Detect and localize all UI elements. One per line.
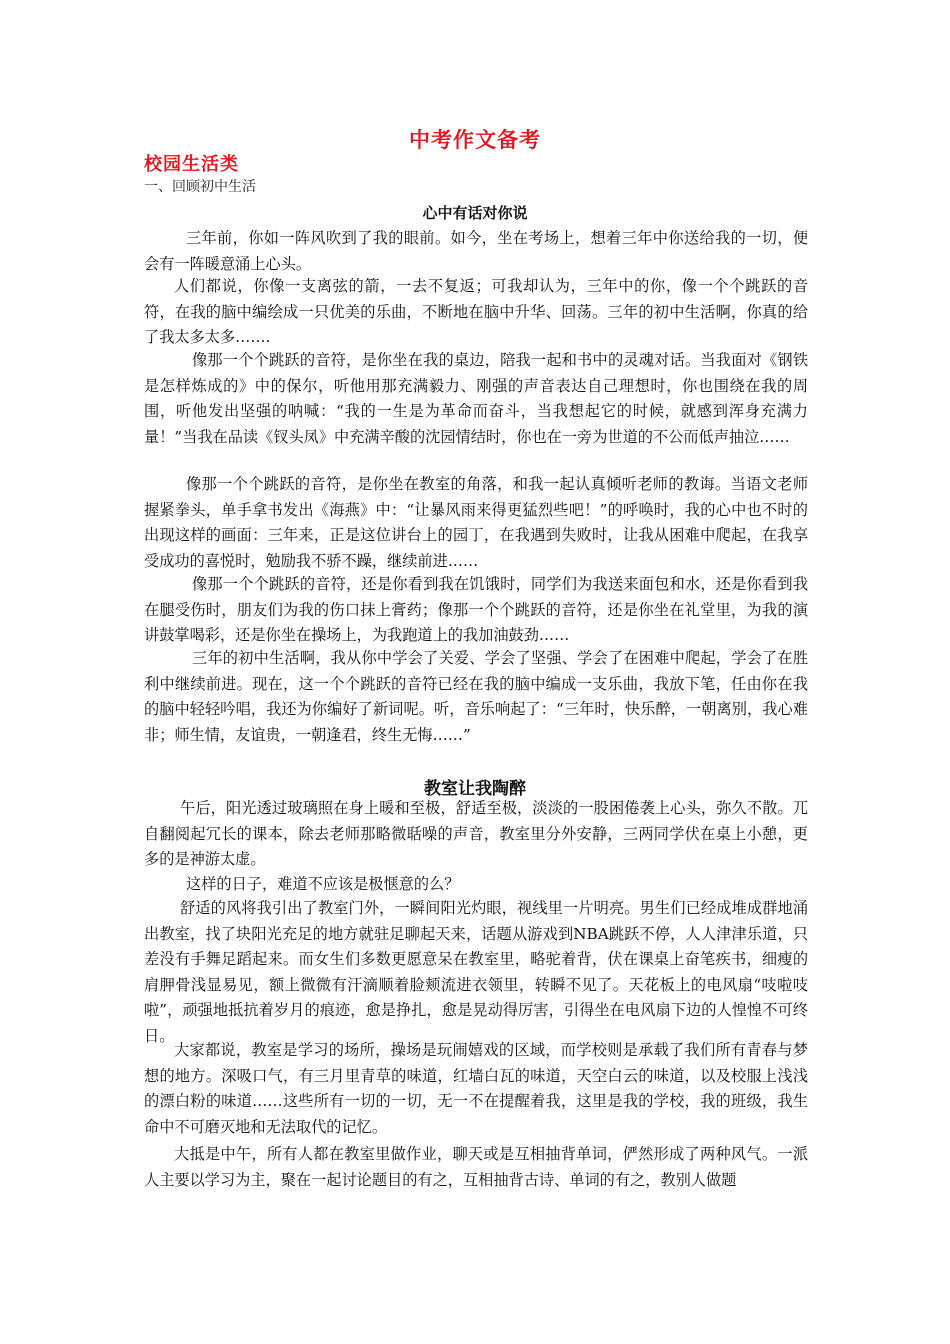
essay-paragraph: 像那一个个跳跃的音符，还是你看到我在饥饿时，同学们为我送来面包和水，还是你看到我在腿受伤时，朋友们为我的伤口抹上膏药；像那一个个跳跃的音符，还是你坐在礼堂里，为我的演讲鼓掌喝彩，还是你坐在操场上，为我跑道上的我加油鼓劲…… — [144, 575, 808, 645]
essay-paragraph: 像那一个个跳跃的音符，是你坐在我的桌边，陪我一起和书中的灵魂对话。当我面对《钢铁是怎样炼成的》中的保尔，听他用那充满毅力、刚强的声音表达自己理想时，你也围绕在我的周围，听他发出坚强的呐喊：“我的一生是为革命而奋斗，当我想起它的时候，就感到浑身充满力量！”当我在品读《钗头凤》中充满辛酸的沈园情结时，你也在一旁为世道的不公而低声抽泣…… — [144, 351, 808, 446]
essay-paragraph: 这样的日子，难道不应该是极惬意的么？ — [186, 875, 460, 893]
essay-title: 教室让我陶醉 — [424, 779, 526, 799]
essay-paragraph: 三年前，你如一阵风吹到了我的眼前。如今，坐在考场上，想着三年中你送给我的一切，便会有一阵暖意涌上心头。 — [144, 229, 808, 273]
essay-paragraph: 舒适的风将我引出了教室门外，一瞬间阳光灼眼，视线里一片明亮。男生们已经成堆成群地涌出教室，找了块阳光充足的地方就驻足聊起天来，话题从游戏到NBA跳跃不停，人人津津乐道，只差没有手舞足蹈起来。而女生们多数更愿意呆在教室里，略驼着背，伏在课桌上奋笔疾书，细瘦的肩胛骨浅显易见，额上微微有汗滴顺着脸颊流进衣领里，转瞬不见了。天花板上的电风扇“吱啦吱啦”，顽强地抵抗着岁月的痕迹，愈是挣扎，愈是晃动得厉害，引得坐在电风扇下边的人惶惶不可终日。 — [144, 899, 808, 1045]
essay-paragraph: 大抵是中午，所有人都在教室里做作业，聊天或是互相抽背单词，俨然形成了两种风气。一派人主要以学习为主，聚在一起讨论题目的有之，互相抽背古诗、单词的有之，教别人做题 — [144, 1145, 808, 1189]
subsection-heading: 一、回顾初中生活 — [144, 179, 256, 195]
category-heading: 校园生活类 — [144, 154, 239, 175]
essay-paragraph: 大家都说，教室是学习的场所，操场是玩闹嬉戏的区域，而学校则是承载了我们所有青春与梦想的地方。深吸口气，有三月里青草的味道，红墙白瓦的味道，天空白云的味道，以及校服上浅浅的漂白粉的味道……这些所有一切的一切，无一不在提醒着我，这里是我的学校，我的班级，我生命中不可磨灭地和无法取代的记忆。 — [144, 1041, 808, 1136]
essay-paragraph: 午后，阳光透过玻璃照在身上暖和至极，舒适至极，淡淡的一股困倦袭上心头，弥久不散。兀自翻阅起冗长的课本，除去老师那略微聒噪的声音，教室里分外安静，三两同学伏在桌上小憩，更多的是神游太虚。 — [144, 799, 808, 869]
essay-paragraph: 人们都说，你像一支离弦的箭，一去不复返；可我却认为，三年中的你，像一个个跳跃的音符，在我的脑中编绘成一只优美的乐曲，不断地在脑中升华、回荡。三年的初中生活啊，你真的给了我太多太多……. — [144, 277, 808, 347]
essay-title: 心中有话对你说 — [422, 204, 528, 222]
main-title: 中考作文备考 — [409, 127, 541, 152]
essay-paragraph: 三年的初中生活啊，我从你中学会了关爱、学会了坚强、学会了在困难中爬起，学会了在胜利中继续前进。现在，这一个个跳跃的音符已经在我的脑中编成一支乐曲，我放下笔，任由你在我的脑中轻轻吟唱，我还为你编好了新词呢。听，音乐响起了：“三年时，快乐醉，一朝离别，我心难非；师生情，友谊贵，一朝逢君，终生无悔……” — [144, 649, 808, 744]
essay-paragraph: 像那一个个跳跃的音符，是你坐在教室的角落，和我一起认真倾听老师的教诲。当语文老师握紧拳头，单手拿书发出《海燕》中：“让暴风雨来得更猛烈些吧！”的呼唤时，我的心中也不时的出现这样的画面：三年来，正是这位讲台上的园丁，在我遇到失败时，让我从困难中爬起，在我享受成功的喜悦时，勉励我不骄不躁，继续前进…… — [144, 475, 808, 570]
